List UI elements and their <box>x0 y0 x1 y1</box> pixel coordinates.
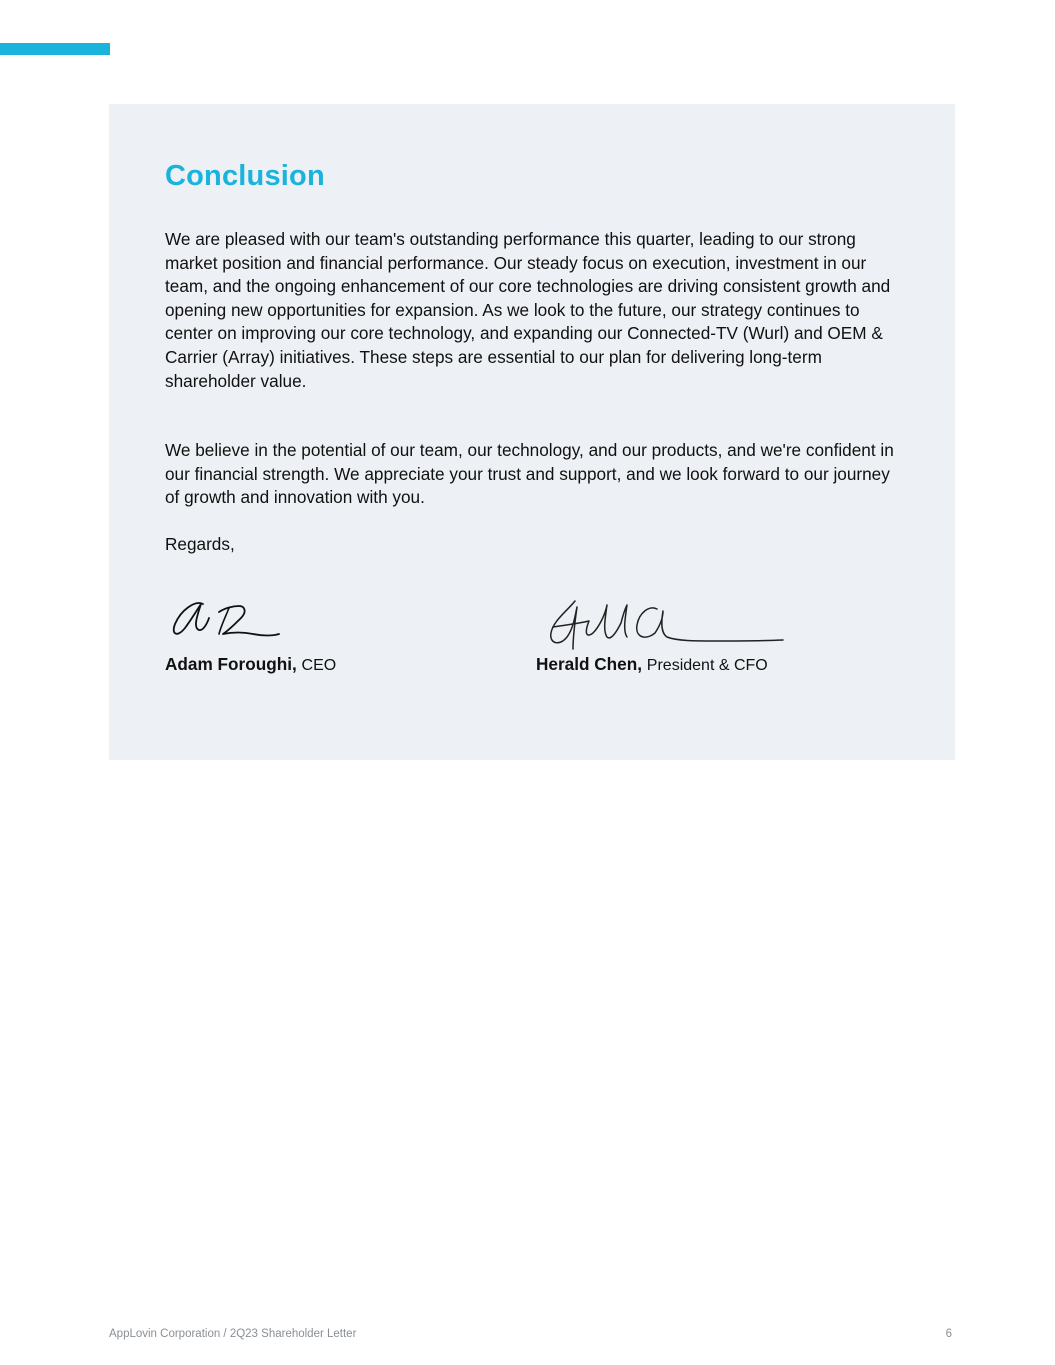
cfo-signature <box>545 597 785 657</box>
cfo-name: Herald Chen, <box>536 654 643 674</box>
closing-regards: Regards, <box>165 534 235 554</box>
cfo-signer <box>536 653 768 677</box>
footer-page-number: 6 <box>945 1328 952 1340</box>
cfo-title: President & CFO <box>646 657 768 674</box>
footer-document-title: AppLovin Corporation / 2Q23 Shareholder Letter <box>109 1328 357 1340</box>
conclusion-panel <box>109 104 955 760</box>
ceo-signature <box>167 592 287 644</box>
accent-bar <box>0 43 110 55</box>
section-heading: Conclusion <box>165 160 325 192</box>
ceo-name: Adam Foroughi, <box>165 654 297 674</box>
paragraph-belief: We believe in the potential of our team, our technology, and our products, and we're confident in our financial strength. We appreciate your trust and support, and we look forward to our journey of growth and innovation with you. <box>165 440 894 508</box>
paragraph-performance: We are pleased with our team's outstanding performance this quarter, leading to our strong market position and financial performance. Our steady focus on execution, investment in our team, and the ongoing enhancement of our core technologies are driving consistent growth and opening new opportunities for expansion. As we look to the future, our strategy continues to center on improving our core technology, and expanding our Connected-TV (Wurl) and OEM & Carrier (Array) initiatives. These steps are essential to our plan for delivering long-term shareholder value. <box>165 229 891 391</box>
ceo-title: CEO <box>301 657 337 674</box>
ceo-signer <box>165 653 336 677</box>
